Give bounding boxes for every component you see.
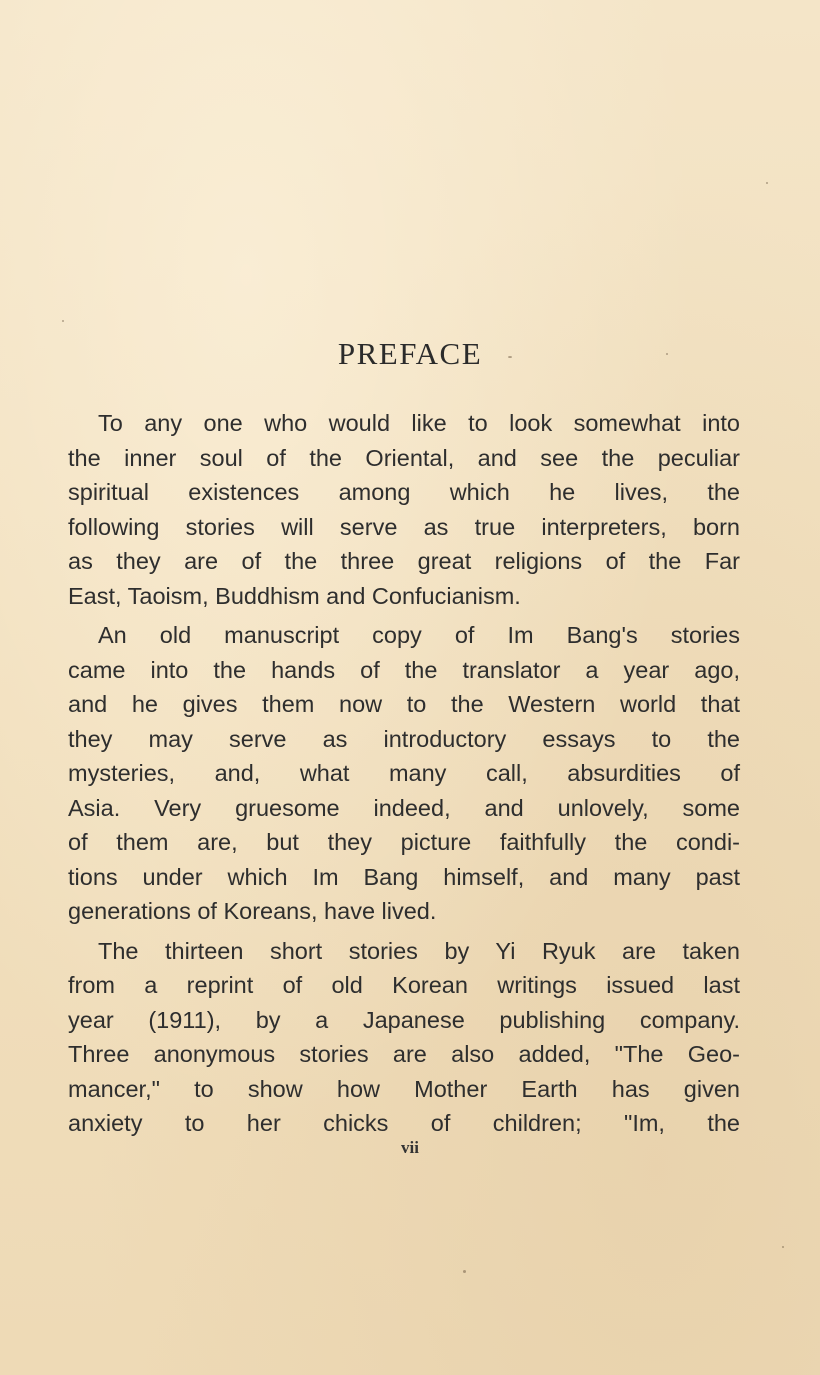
text-line: anxiety to her chicks of children; "Im, the — [68, 1110, 740, 1136]
text-line: An old manuscript copy of Im Bang's stories — [98, 622, 740, 648]
page-title: PREFACE — [337, 336, 483, 371]
page-number: vii — [401, 1138, 419, 1157]
paper-speck — [782, 1246, 784, 1248]
text-line: spiritual existences among which he lives, the — [68, 479, 740, 505]
text-line: To any one who would like to look somewhat into — [98, 410, 740, 436]
paragraph-1 — [68, 406, 740, 613]
paper-speck — [766, 182, 768, 184]
text-line: mancer," to show how Mother Earth has given — [68, 1075, 740, 1102]
text-line: Asia. Very gruesome indeed, and unlovely, some — [68, 794, 740, 821]
text-line: following stories will serve as true interpreters, born — [68, 513, 740, 540]
text-line: of them are, but they picture faithfully the condi- — [68, 829, 740, 855]
text-line: from a reprint of old Korean writings issued last — [68, 972, 740, 998]
text-line: as they are of the three great religions of the Far — [68, 548, 740, 574]
text-line: tions under which Im Bang himself, and many past — [68, 863, 740, 890]
text-line: East, Taoism, Buddhism and Confucianism. — [68, 582, 521, 609]
paper-speck — [666, 353, 668, 355]
text-line: Three anonymous stories are also added, "The Geo- — [68, 1041, 740, 1067]
text-line: generations of Koreans, have lived. — [68, 898, 437, 924]
text-line: the inner soul of the Oriental, and see the peculiar — [68, 444, 740, 471]
paragraph-3 — [68, 934, 740, 1141]
paper-speck — [463, 1270, 466, 1273]
paper-speck — [508, 356, 512, 358]
text-line: and he gives them now to the Western world that — [68, 691, 740, 717]
text-line: they may serve as introductory essays to the — [68, 725, 740, 752]
text-line: came into the hands of the translator a year ago, — [68, 656, 740, 683]
paragraph-2 — [68, 618, 740, 929]
paper-speck — [62, 320, 64, 322]
preface-body — [68, 406, 740, 1141]
text-line: mysteries, and, what many call, absurdities of — [68, 760, 740, 786]
text-line: year (1911), by a Japanese publishing company. — [68, 1006, 740, 1033]
text-line: The thirteen short stories by Yi Ryuk are taken — [98, 937, 740, 964]
